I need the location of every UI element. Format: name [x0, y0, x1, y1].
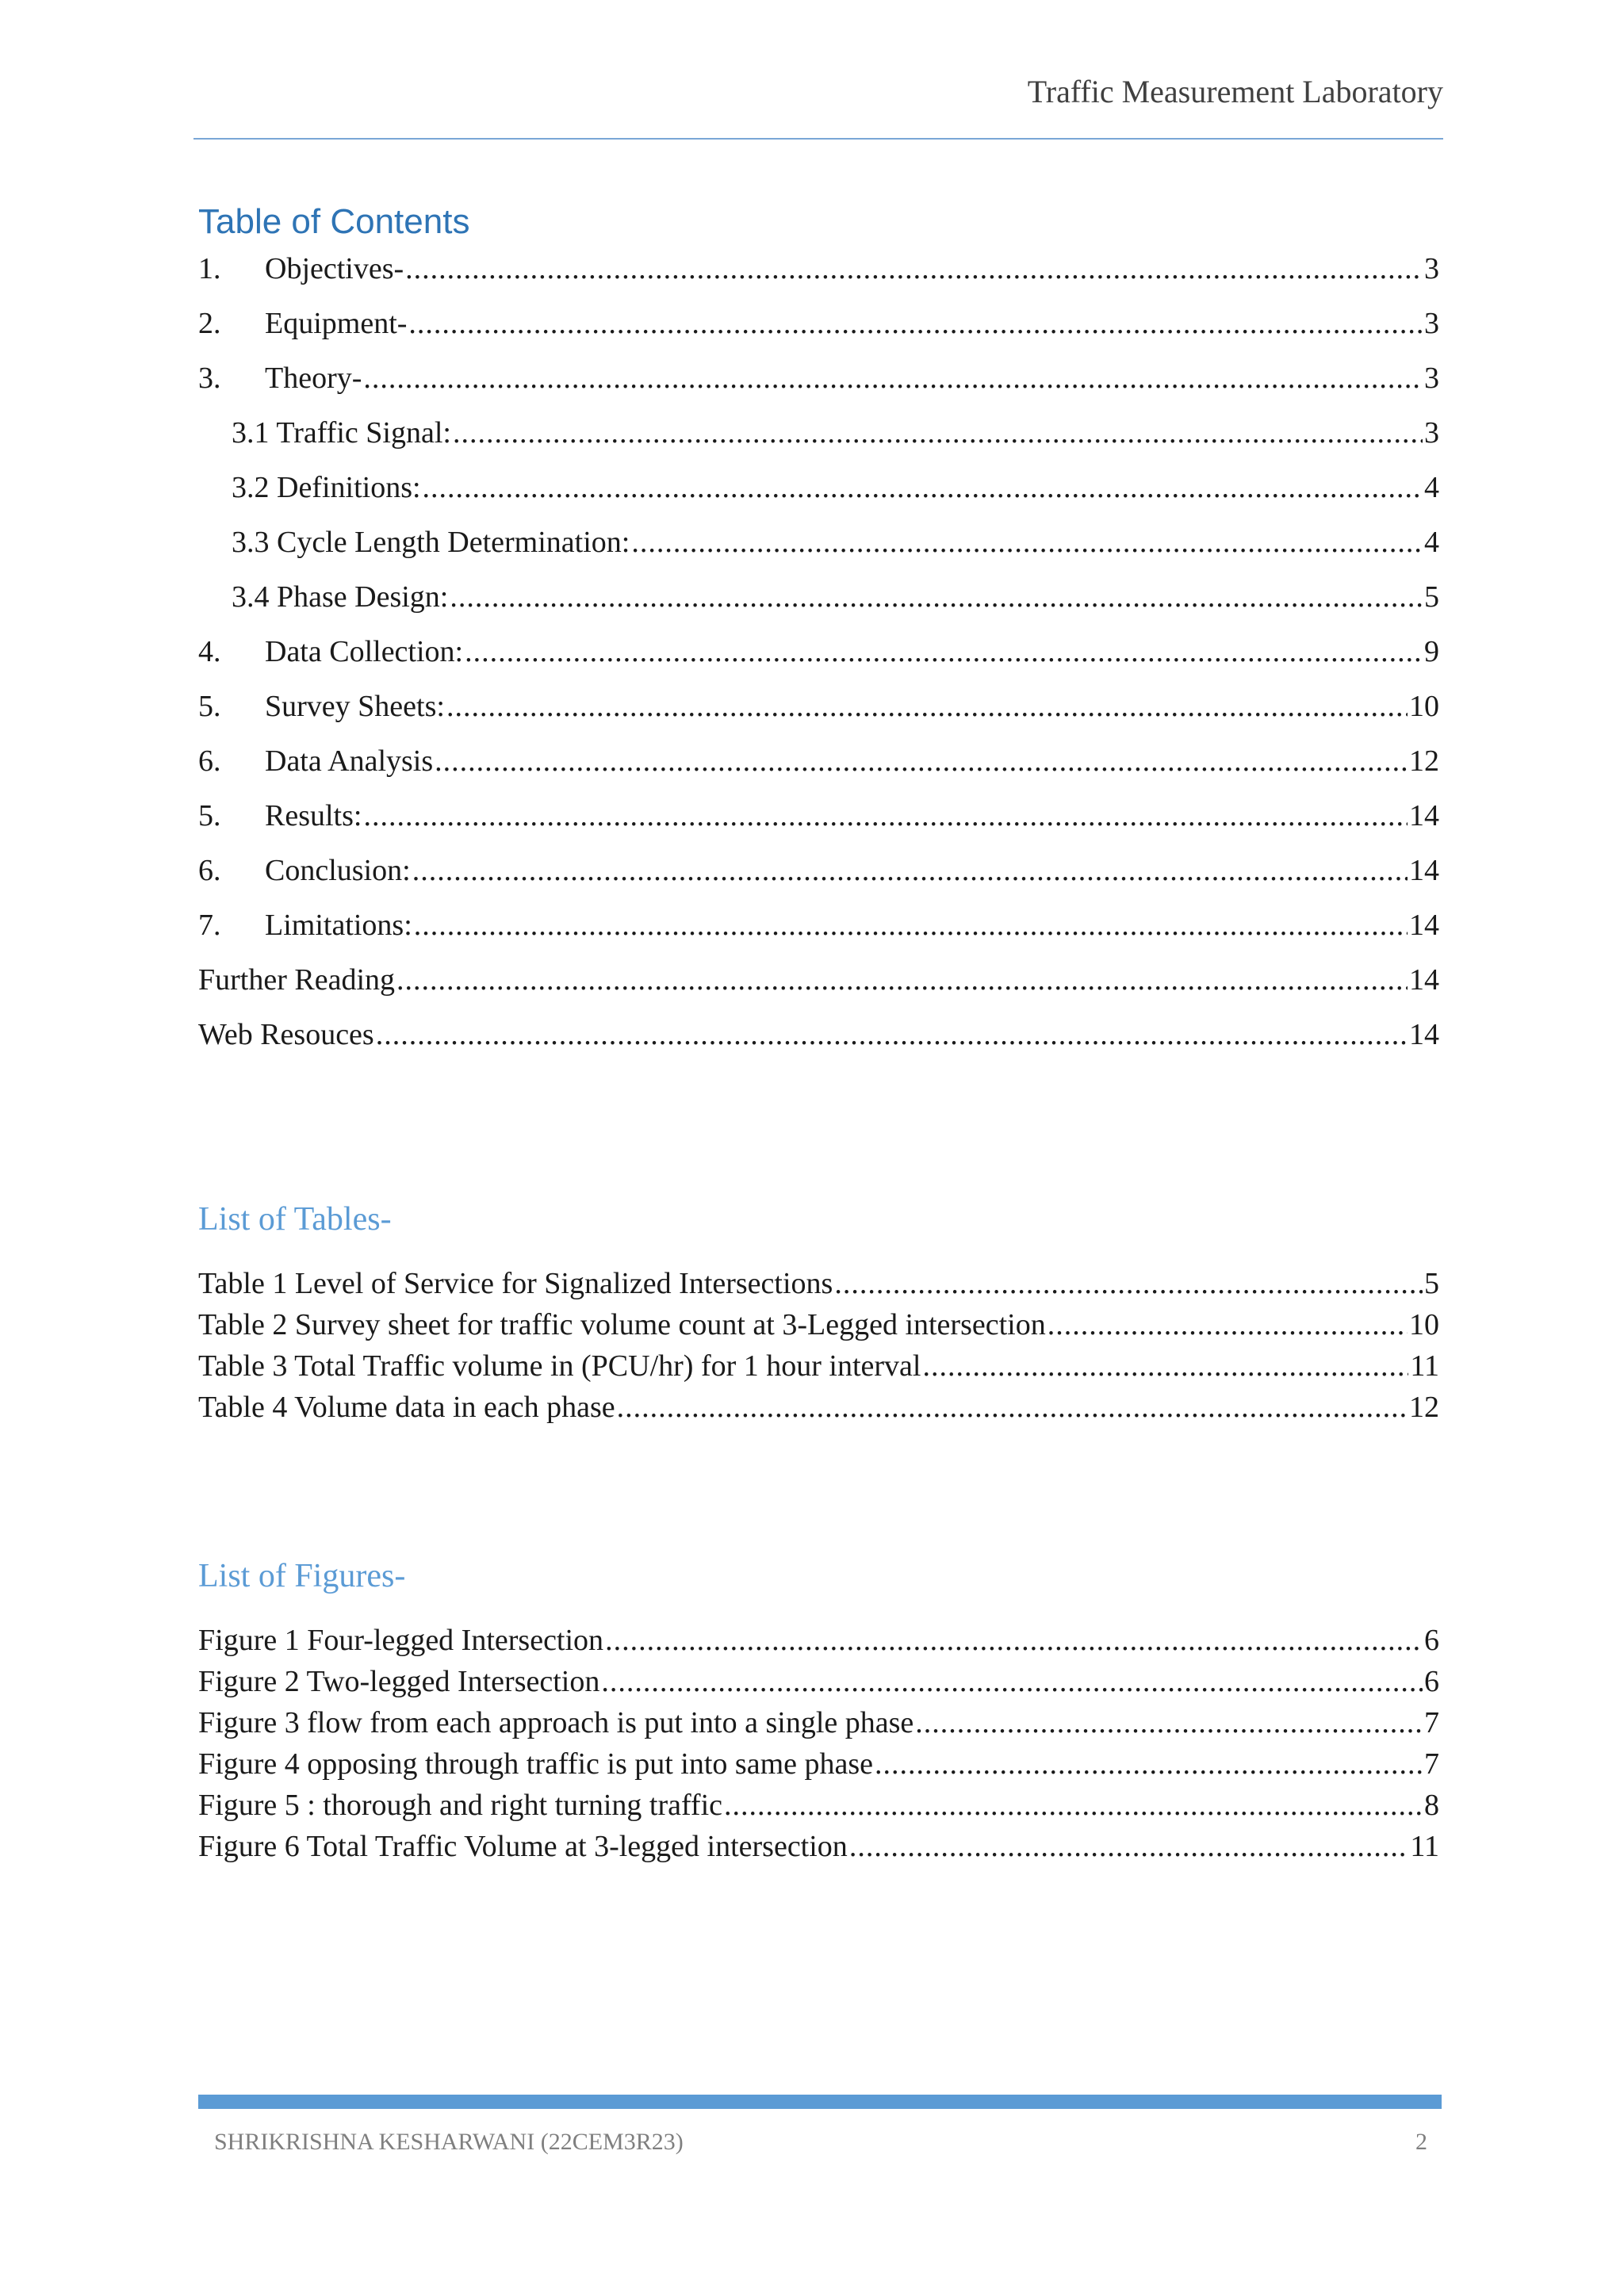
toc-entry-page: 3 [1424, 362, 1439, 395]
toc-entry[interactable] [198, 959, 1439, 1014]
table-of-contents [198, 248, 1439, 1069]
toc-entry-number: 4. [198, 635, 221, 668]
toc-entry[interactable] [198, 686, 1439, 740]
entry-page: 6 [1424, 1665, 1439, 1698]
toc-entry[interactable] [198, 795, 1439, 850]
toc-entry-page: 3 [1424, 307, 1439, 340]
toc-entry[interactable] [198, 631, 1439, 686]
toc-subentry[interactable] [198, 522, 1439, 576]
list-of-figures-entry[interactable] [198, 1703, 1439, 1744]
toc-entry[interactable] [198, 1014, 1439, 1069]
toc-entry-page: 5 [1424, 580, 1439, 614]
entry-page: 8 [1424, 1789, 1439, 1822]
toc-subentry[interactable] [198, 576, 1439, 631]
list-of-figures-entry[interactable] [198, 1621, 1439, 1662]
toc-entry-number: 7. [198, 909, 221, 942]
entry-label: Table 2 Survey sheet for traffic volume count at 3-Legged intersection [198, 1308, 1046, 1341]
entry-label: Figure 6 Total Traffic Volume at 3-legged intersection [198, 1830, 848, 1863]
dot-leader [408, 303, 1423, 344]
entry-page: 11 [1410, 1830, 1439, 1863]
dot-leader [405, 248, 1423, 289]
list-of-tables [198, 1264, 1439, 1429]
dot-leader [605, 1621, 1423, 1660]
toc-entry[interactable] [198, 905, 1439, 959]
list-of-tables-entry[interactable] [198, 1264, 1439, 1305]
toc-entry-page: 3 [1424, 252, 1439, 285]
dot-leader [363, 358, 1423, 399]
running-header: Traffic Measurement Laboratory [1027, 74, 1443, 109]
entry-label: Table 1 Level of Service for Signalized Intersections [198, 1267, 833, 1300]
dot-leader [849, 1827, 1409, 1866]
entry-page: 11 [1410, 1349, 1439, 1383]
entry-label: Figure 3 flow from each approach is put into a single phase [198, 1706, 914, 1739]
toc-entry-number: 6. [198, 744, 221, 778]
toc-entry-page: 14 [1409, 909, 1439, 942]
dot-leader [631, 522, 1423, 563]
dot-leader [875, 1744, 1423, 1784]
dot-leader [453, 412, 1423, 453]
toc-heading: Table of Contents [198, 202, 470, 241]
list-of-tables-heading: List of Tables- [198, 1201, 392, 1238]
toc-entry-page: 14 [1409, 799, 1439, 832]
dot-leader [414, 905, 1408, 946]
toc-entry-label: 3.3 Cycle Length Determination: [232, 526, 630, 559]
toc-entry-page: 14 [1409, 963, 1439, 997]
toc-entry-label: 3.1 Traffic Signal: [232, 416, 451, 450]
toc-entry-label: Results: [265, 799, 362, 832]
entry-page: 6 [1424, 1624, 1439, 1657]
dot-leader [396, 959, 1408, 1001]
entry-label: Figure 1 Four-legged Intersection [198, 1624, 604, 1657]
dot-leader [834, 1264, 1423, 1303]
entry-page: 5 [1424, 1267, 1439, 1300]
entry-label: Figure 2 Two-legged Intersection [198, 1665, 600, 1698]
list-of-figures-entry[interactable] [198, 1785, 1439, 1827]
entry-page: 7 [1424, 1747, 1439, 1781]
toc-entry-number: 1. [198, 252, 221, 285]
toc-entry-page: 9 [1424, 635, 1439, 668]
toc-entry[interactable] [198, 303, 1439, 358]
toc-entry-label: Data Analysis [265, 744, 434, 778]
list-of-figures-entry[interactable] [198, 1744, 1439, 1785]
list-of-figures-entry[interactable] [198, 1827, 1439, 1868]
toc-entry-label: Limitations: [265, 909, 412, 942]
dot-leader [423, 467, 1423, 508]
list-of-figures [198, 1621, 1439, 1868]
toc-entry-label: 3.4 Phase Design: [232, 580, 449, 614]
entry-page: 7 [1424, 1706, 1439, 1739]
dot-leader [922, 1346, 1408, 1386]
toc-entry[interactable] [198, 248, 1439, 303]
toc-entry-page: 10 [1409, 690, 1439, 723]
entry-label: Table 4 Volume data in each phase [198, 1391, 615, 1424]
dot-leader [1048, 1305, 1408, 1345]
toc-entry-page: 4 [1424, 471, 1439, 504]
toc-entry-number: 3. [198, 362, 221, 395]
toc-entry[interactable] [198, 850, 1439, 905]
toc-entry-label: Equipment- [265, 307, 408, 340]
dot-leader [376, 1014, 1408, 1055]
toc-entry-page: 14 [1409, 1018, 1439, 1051]
toc-entry-number: 2. [198, 307, 221, 340]
dot-leader [412, 850, 1408, 891]
entry-label: Figure 5 : thorough and right turning traffic [198, 1789, 723, 1822]
entry-label: Figure 4 opposing through traffic is put into same phase [198, 1747, 874, 1781]
entry-page: 12 [1409, 1391, 1439, 1424]
toc-entry[interactable] [198, 740, 1439, 795]
entry-label: Table 3 Total Traffic volume in (PCU/hr) for 1 hour interval [198, 1349, 921, 1383]
toc-entry-page: 3 [1424, 416, 1439, 450]
footer-author: SHRIKRISHNA KESHARWANI (22CEM3R23) [214, 2129, 684, 2155]
toc-entry-label: Objectives- [265, 252, 404, 285]
dot-leader [915, 1703, 1423, 1743]
dot-leader [601, 1662, 1423, 1701]
toc-entry-label: Survey Sheets: [265, 690, 445, 723]
footer-page-number: 2 [1415, 2129, 1427, 2155]
dot-leader [446, 686, 1408, 727]
list-of-tables-entry[interactable] [198, 1387, 1439, 1429]
toc-entry[interactable] [198, 358, 1439, 412]
toc-entry-page: 14 [1409, 854, 1439, 887]
list-of-tables-entry[interactable] [198, 1305, 1439, 1346]
dot-leader [465, 631, 1423, 672]
toc-entry-number: 6. [198, 854, 221, 887]
toc-entry-label: Theory- [265, 362, 362, 395]
list-of-figures-entry[interactable] [198, 1662, 1439, 1703]
toc-entry-label: Further Reading [198, 963, 396, 997]
list-of-tables-entry[interactable] [198, 1346, 1439, 1387]
toc-subentry[interactable] [198, 467, 1439, 522]
toc-entry-number: 5. [198, 690, 221, 723]
dot-leader [363, 795, 1408, 836]
header-divider [193, 138, 1443, 140]
toc-entry-label: Web Resouces [198, 1018, 374, 1051]
dot-leader [450, 576, 1423, 618]
toc-entry-page: 12 [1409, 744, 1439, 778]
toc-entry-page: 4 [1424, 526, 1439, 559]
toc-entry-label: Conclusion: [265, 854, 411, 887]
dot-leader [724, 1785, 1423, 1825]
entry-page: 10 [1409, 1308, 1439, 1341]
list-of-figures-heading: List of Figures- [198, 1558, 406, 1594]
toc-subentry[interactable] [198, 412, 1439, 467]
toc-entry-number: 5. [198, 799, 221, 832]
toc-entry-label: 3.2 Definitions: [232, 471, 421, 504]
toc-entry-label: Data Collection: [265, 635, 464, 668]
footer-accent-bar [198, 2095, 1442, 2109]
dot-leader [435, 740, 1408, 782]
dot-leader [617, 1387, 1408, 1427]
